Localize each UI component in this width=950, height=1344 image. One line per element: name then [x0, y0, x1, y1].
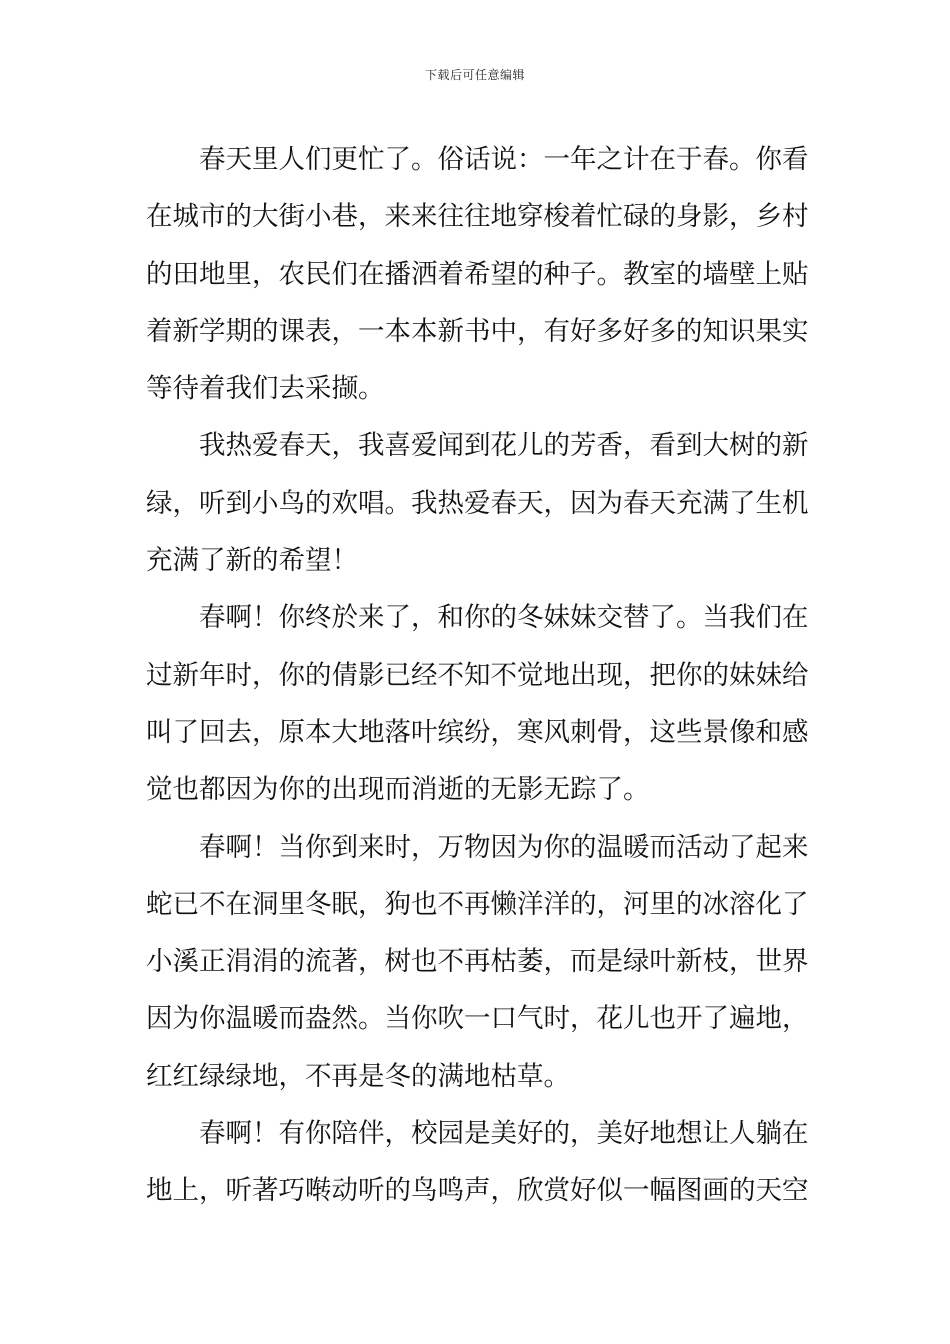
text-line: 蛇已不在洞里冬眠，狗也不再懒洋洋的，河里的冰溶化了 [146, 888, 809, 920]
text-line: 的田地里，农民们在播洒着希望的种子。教室的墙壁上贴 [146, 258, 809, 290]
text-line: 绿，听到小鸟的欢唱。我热爱春天，因为春天充满了生机 [146, 487, 809, 519]
text-line: 着新学期的课表，一本本新书中，有好多好多的知识果实 [146, 315, 809, 347]
paragraph-2 [146, 417, 808, 589]
paragraph-3 [146, 589, 808, 818]
page-header: 下载后可任意编辑 [424, 68, 525, 82]
text-line: 因为你温暖而盎然。当你吹一口气时，花儿也开了遍地， [146, 1003, 809, 1035]
paragraph-5 [146, 1105, 808, 1220]
paragraph-4 [146, 819, 808, 1105]
text-line: 我热爱春天，我喜爱闻到花儿的芳香，看到大树的新 [199, 430, 809, 462]
text-line: 春啊！有你陪伴，校园是美好的，美好地想让人躺在 [199, 1118, 809, 1150]
text-line: 春啊！当你到来时，万物因为你的温暖而活动了起来 [199, 831, 809, 863]
text-line: 觉也都因为你的出现而消逝的无影无踪了。 [146, 774, 650, 806]
text-line: 充满了新的希望！ [146, 545, 358, 577]
text-line: 春啊！你终於来了，和你的冬妹妹交替了。当我们在 [199, 602, 809, 634]
paragraph-1 [146, 131, 808, 417]
text-line: 过新年时，你的倩影已经不知不觉地出现，把你的妹妹给 [146, 659, 809, 691]
text-line: 小溪正涓涓的流著，树也不再枯萎，而是绿叶新枝，世界 [146, 946, 809, 978]
essay-body [146, 131, 808, 1220]
text-line: 等待着我们去采撷。 [146, 373, 385, 405]
text-line: 红红绿绿地，不再是冬的满地枯草。 [146, 1060, 570, 1092]
text-line: 春天里人们更忙了。俗话说：一年之计在于春。你看 [199, 144, 809, 175]
text-line: 叫了回去，原本大地落叶缤纷，寒风刺骨，这些景像和感 [146, 716, 809, 748]
text-line: 在城市的大街小巷，来来往往地穿梭着忙碌的身影，乡村 [146, 201, 809, 233]
text-line: 地上，听著巧啭动听的鸟鸣声，欣赏好似一幅图画的天空 [146, 1175, 809, 1207]
